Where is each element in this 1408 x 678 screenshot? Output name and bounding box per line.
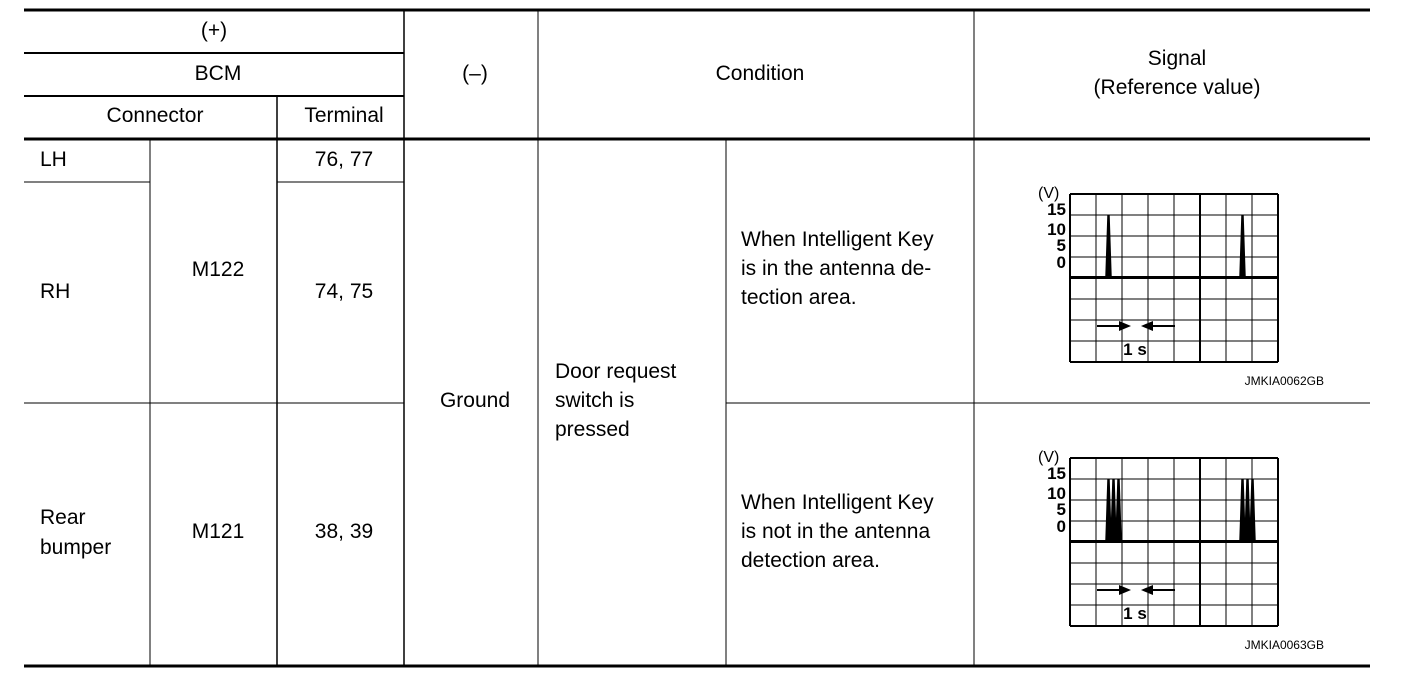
terminal-rear: 38, 39	[314, 520, 374, 543]
connector-rear: M121	[191, 520, 245, 543]
figure-code: JMKIA0063GB	[1244, 638, 1324, 652]
condition-main-line3: pressed	[555, 418, 630, 441]
time-arrow-head	[1141, 585, 1153, 595]
tick-label: 0	[1056, 517, 1066, 536]
figure-code: JMKIA0062GB	[1244, 374, 1324, 388]
header-signal: Signal	[1147, 47, 1207, 70]
condition-main-line2: switch is	[555, 389, 635, 412]
sub-condition-1-line2: is in the antenna de-	[741, 257, 932, 280]
sub-condition-1-line1: When Intelligent Key	[741, 228, 934, 251]
terminal-rh: 74, 75	[314, 280, 374, 303]
tick-label: 5	[1056, 500, 1066, 519]
tick-label: 15	[1047, 464, 1066, 483]
tick-label: 5	[1056, 236, 1066, 255]
condition-main-line1: Door request	[555, 360, 677, 383]
position-rh: RH	[40, 280, 71, 303]
signal-pulse	[1240, 216, 1245, 277]
sub-condition-2-line3: detection area.	[741, 549, 880, 572]
tick-label: 0	[1056, 253, 1066, 272]
tick-label: 10	[1047, 220, 1066, 239]
time-arrow-head	[1119, 321, 1131, 331]
header-reference-value: (Reference value)	[1093, 76, 1261, 99]
header-terminal: Terminal	[304, 104, 384, 127]
signal-pulse	[1116, 480, 1121, 541]
sub-condition-2-line2: is not in the antenna	[741, 520, 931, 543]
signal-pulse	[1111, 480, 1116, 541]
tick-label: 10	[1047, 484, 1066, 503]
signal-pulse	[1106, 216, 1111, 277]
signal-pulse	[1250, 480, 1255, 541]
signal-pulse	[1106, 480, 1111, 541]
ground-cell: Ground	[439, 389, 511, 412]
unit-label: (V)	[1038, 449, 1060, 466]
position-rear-line1: Rear	[40, 506, 86, 529]
sub-condition-1-line3: tection area.	[741, 286, 857, 309]
time-scale-label: 1 s	[1123, 340, 1147, 359]
signal-pulse	[1245, 480, 1250, 541]
header-bcm: BCM	[194, 62, 242, 85]
header-minus: (–)	[462, 62, 488, 85]
signal-pulse	[1240, 480, 1245, 541]
header-plus: (+)	[200, 19, 228, 42]
header-condition: Condition	[715, 62, 805, 85]
position-lh: LH	[40, 148, 67, 171]
unit-label: (V)	[1038, 185, 1060, 202]
terminal-lh: 76, 77	[314, 148, 374, 171]
time-arrow-head	[1141, 321, 1153, 331]
time-scale-label: 1 s	[1123, 604, 1147, 623]
time-arrow-head	[1119, 585, 1131, 595]
header-connector: Connector	[106, 104, 204, 127]
position-rear-line2: bumper	[40, 536, 112, 559]
signal-waveform-1	[1030, 180, 1330, 390]
connector-front: M122	[191, 258, 245, 281]
signal-waveform-2	[1030, 444, 1330, 654]
tick-label: 15	[1047, 200, 1066, 219]
sub-condition-2-line1: When Intelligent Key	[741, 491, 934, 514]
